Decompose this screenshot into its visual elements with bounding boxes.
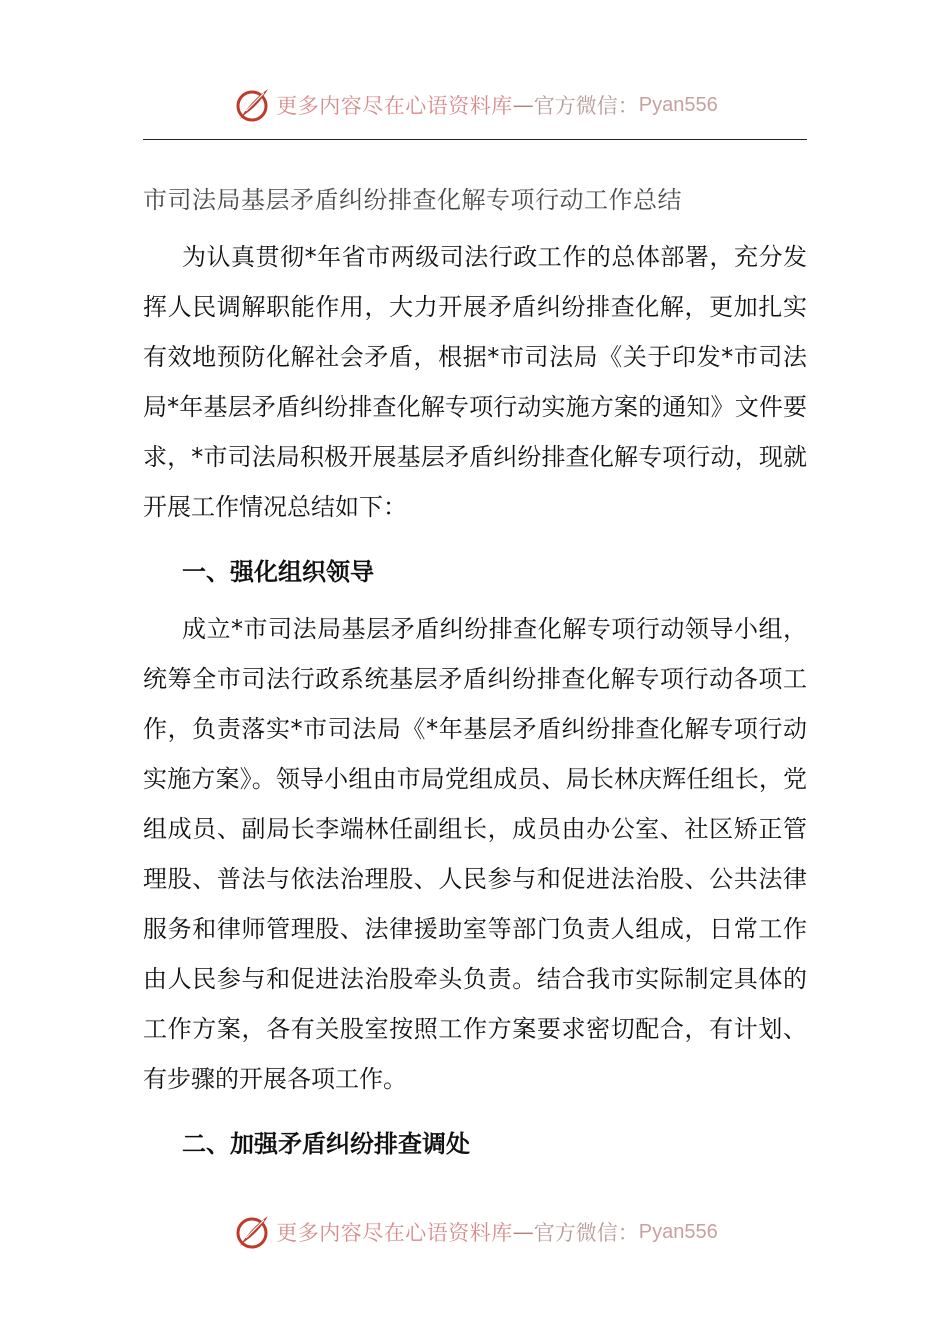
watermark-text: 更多内容尽在心语资料库 bbox=[276, 1221, 513, 1245]
intro-paragraph bbox=[143, 232, 807, 532]
feather-quill-icon bbox=[232, 1212, 272, 1252]
watermark-dash: — bbox=[512, 1220, 534, 1244]
section1-heading: 一、强化组织领导 bbox=[182, 558, 374, 586]
watermark-text: 更多内容尽在心语资料库 bbox=[276, 94, 513, 118]
section1-paragraph bbox=[143, 604, 807, 1104]
watermark-wechat-id: Pyan556 bbox=[638, 93, 718, 116]
document-title: 市司法局基层矛盾纠纷排查化解专项行动工作总结 bbox=[143, 186, 682, 214]
footer-watermark bbox=[0, 1212, 950, 1252]
watermark-wechat-id: Pyan556 bbox=[638, 1220, 718, 1243]
section2-heading: 二、加强矛盾纠纷排查调处 bbox=[182, 1130, 470, 1158]
section1-text: 成立*市司法局基层矛盾纠纷排查化解专项行动领导小组，统筹全市司法行政系统基层矛盾纠纷排查化解专项行动各项工作，负责落实*市司法局《*年基层矛盾纠纷排查化解专项行动实施方案》。领导小组由市局党组成员、局长林庆辉任组长，党组成员、副局长李端林任副组长，成员由办公室、社区矫正管理股、普法与依法治理股、人民参与和促进法治股、公共法律服务和律师管理股、法律援助室等部门负责人组成，日常工作由人民参与和促进法治股牵头负责。结合我市实际制定具体的工作方案，各有关股室按照工作方案要求密切配合，有计划、有步骤的开展各项工作。 bbox=[143, 615, 807, 1093]
header-divider bbox=[143, 139, 807, 140]
watermark-label: 官方微信： bbox=[533, 94, 639, 118]
feather-quill-icon bbox=[232, 85, 272, 125]
watermark-label: 官方微信： bbox=[533, 1221, 639, 1245]
intro-text: 为认真贯彻*年省市两级司法行政工作的总体部署，充分发挥人民调解职能作用，大力开展矛盾纠纷排查化解，更加扎实有效地预防化解社会矛盾，根据*市司法局《关于印发*市司法局*年基层矛盾纠纷排查化解专项行动实施方案的通知》文件要求，*市司法局积极开展基层矛盾纠纷排查化解专项行动，现就开展工作情况总结如下： bbox=[143, 243, 807, 521]
watermark-dash: — bbox=[512, 93, 534, 117]
header-watermark bbox=[0, 85, 950, 125]
